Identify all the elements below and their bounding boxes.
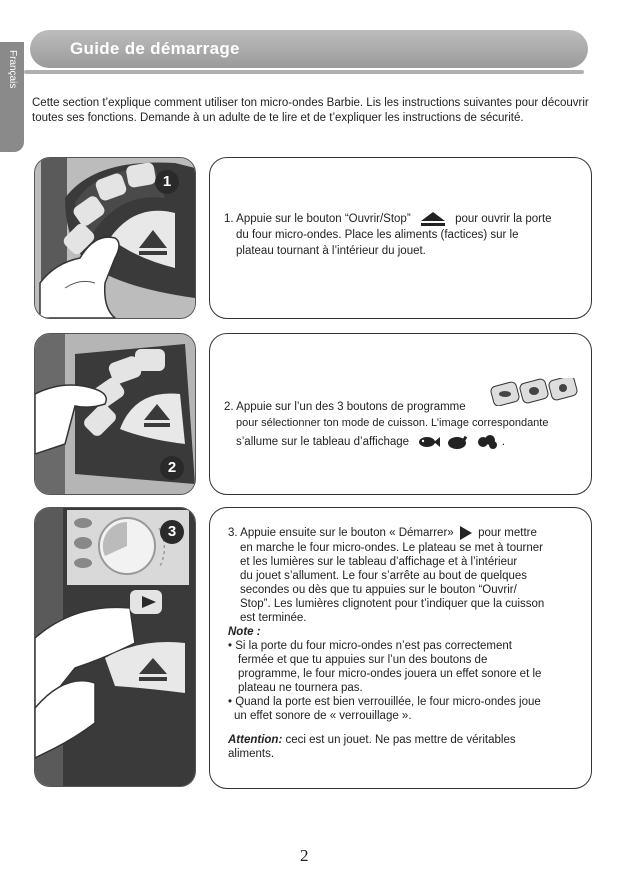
fish-icon: [418, 435, 440, 449]
step-2-text-end: .: [501, 436, 506, 449]
note-label: Note :: [228, 626, 261, 638]
step-3-panel: [209, 507, 592, 789]
step-2-line-2: pour sélectionner ton mode de cuisson. L’image correspondante: [236, 417, 549, 429]
step-1-line-3: plateau tournant à l’intérieur du jouet.: [236, 245, 426, 257]
language-tab: [0, 42, 24, 152]
note-line-4: plateau ne tournera pas.: [238, 682, 363, 694]
step-1-line-1: [224, 212, 552, 226]
program-buttons-icon: [490, 378, 580, 406]
step-3-illustration: [35, 508, 195, 786]
eject-icon: [420, 212, 446, 226]
section-header: [30, 30, 588, 68]
step-2-badge: 2: [160, 456, 184, 480]
step-1-photo: [34, 157, 196, 319]
step-1-badge: 1: [155, 170, 179, 194]
step-3-line-5: secondes ou dès que tu appuies sur le bouton “Ouvrir/: [240, 584, 517, 596]
step-2-text-c: s’allume sur le tableau d’affichage: [236, 436, 410, 449]
attention-label: Attention:: [228, 734, 283, 746]
attention-text: ceci est un jouet. Ne pas mettre de véritables: [282, 734, 516, 746]
step-2-text-a: 2. Appuie sur l’un des 3 boutons de programme: [224, 401, 466, 413]
step-3-line-6: Stop”. Les lumières clignotent pour t’indiquer que la cuisson: [240, 598, 545, 610]
step-1-text-a: 1. Appuie sur le bouton “Ouvrir/Stop”: [224, 213, 411, 226]
note-line-5: • Quand la porte est bien verrouillée, le four micro-ondes joue: [228, 696, 541, 708]
vegetable-icon: [477, 434, 499, 450]
attention-line-2: aliments.: [228, 748, 275, 760]
step-3-text-a: 3. Appuie ensuite sur le bouton « Démarrer»: [228, 527, 454, 540]
step-1-line-2: du four micro-ondes. Place les aliments (factices) sur le: [236, 229, 519, 241]
header-underline: [24, 70, 584, 74]
step-3-line-7: est terminée.: [240, 612, 307, 624]
step-3-line-1: [228, 526, 537, 540]
step-2-line-1: [224, 400, 466, 414]
step-3-line-3: et les lumières sur le tableau d’affichage et à l’intérieur: [240, 556, 518, 568]
step-3-line-4: du jouet s’allument. Le four s’arrête au bout de quelques: [240, 570, 528, 582]
attention-line-1: [228, 733, 516, 747]
intro-paragraph: Cette section t’explique comment utiliser ton micro-ondes Barbie. Lis les instructions suivantes pour découvrir toutes ses fonctions. Demande à un adulte de te lire et de t’expliquer les instructions de sécurité.: [32, 97, 589, 124]
page-number: 2: [300, 846, 309, 865]
step-3-line-2: en marche le four micro-ondes. Le plateau se met à tourner: [240, 542, 543, 554]
step-1-text-b: pour ouvrir la porte: [455, 213, 552, 226]
step-2-photo: [34, 333, 196, 495]
step-3-text-b: pour mettre: [478, 527, 537, 540]
step-1-panel: [209, 157, 592, 319]
note-line-3: programme, le four micro-ondes jouera un effet sonore et le: [238, 668, 542, 680]
note-line-2: fermée et que tu appuies sur l’un des boutons de: [238, 654, 488, 666]
play-icon: [460, 526, 472, 540]
step-2-line-3: [236, 434, 505, 450]
step-2-panel: [209, 333, 592, 495]
note-line-6: un effet sonore de « verrouillage ».: [234, 710, 412, 722]
section-title: Guide de démarrage: [70, 39, 240, 58]
language-tab-label: Français: [7, 50, 18, 89]
chicken-icon: [447, 434, 469, 450]
note-line-1: • Si la porte du four micro-ondes n’est pas correctement: [228, 640, 512, 652]
step-3-photo: [34, 507, 196, 787]
step-3-badge: 3: [160, 520, 184, 544]
